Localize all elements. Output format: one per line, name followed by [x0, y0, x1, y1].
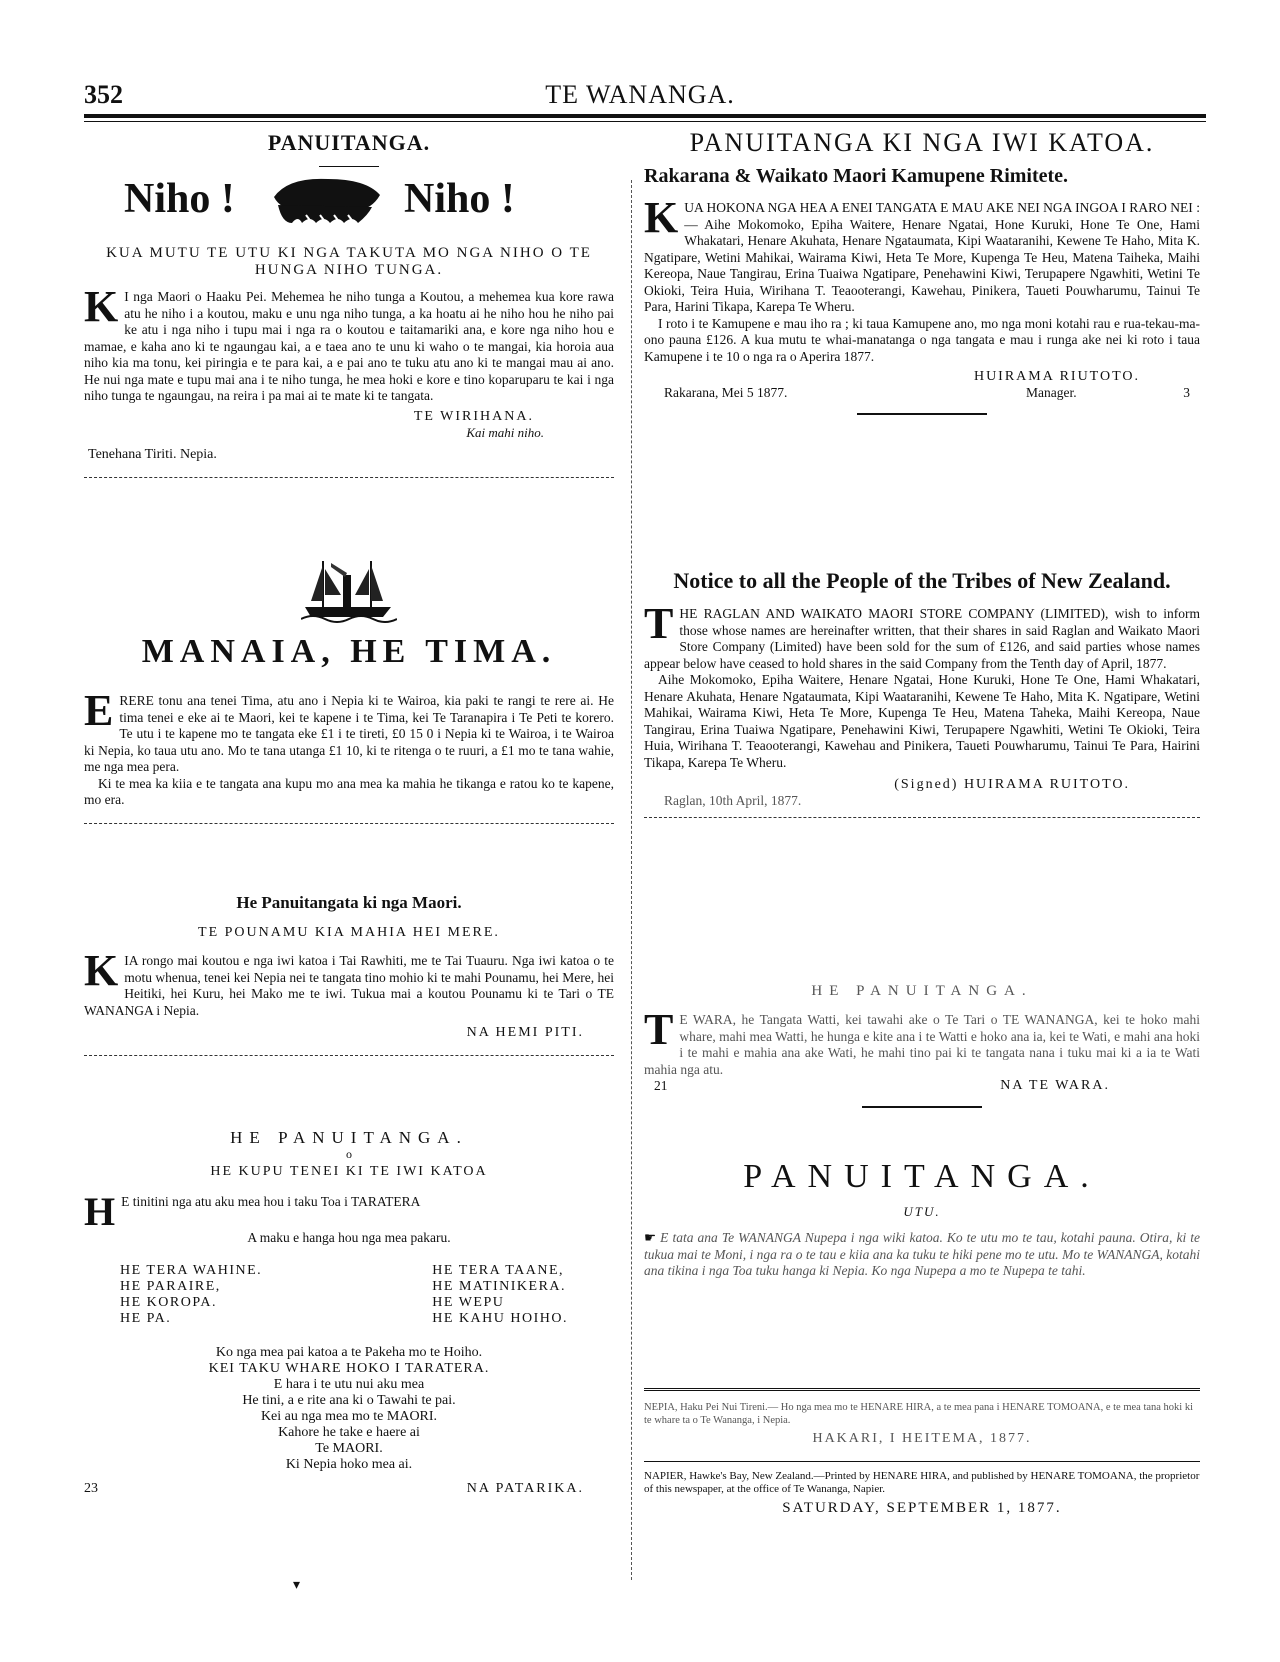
- notice-signed: (Signed) HUIRAMA RUITOTO.: [894, 777, 1130, 792]
- closing-line: KEI TAKU WHARE HOKO I TARATERA.: [208, 1360, 490, 1376]
- section-divider: [862, 1106, 982, 1108]
- niho-address: Tenehana Tiriti. Nepia.: [88, 446, 217, 462]
- pounamu-signature: NA HEMI PITI.: [466, 1025, 584, 1040]
- wara-body: E WARA, he Tangata Watti, kei tawahi ake o Te Tari o TE WANANGA, kei te hoko mahi whare, mahi mea Watti, he hunga e kite ana i te Watti e hoko ana ia, kei te Wati, e mahi ana hoki i te mahi e mahia ana ake Wati, he mahi tino pai ki te tangata nana i tuku mai ki a ia te Wati mahia nga atu.: [644, 1012, 1200, 1077]
- niho-title-right: Niho !: [404, 176, 515, 222]
- wara-dropcap: T: [644, 1005, 674, 1054]
- footer-note-date: HAKARI, I HEITEMA, 1877.: [812, 1431, 1032, 1446]
- kupu-number: 23: [84, 1480, 98, 1496]
- notice-dropcap: T: [644, 599, 674, 648]
- niho-body-block: [84, 282, 614, 405]
- closing-line: Kahore he take e haere ai: [278, 1424, 420, 1440]
- taratera-advert: [84, 1128, 614, 1501]
- steamship-icon: [301, 555, 397, 625]
- rakarana-body-2: I roto i te Kamupene e mau iho ra ; ki taua Kamupene ano, mo nga moni kotahi rau e rua-tekau-ma-ono pauna £126. A kua mutu te whai-manatanga o nga tangata e mau i runga ake nei ki roto i taua Kamupene i te 10 o nga ra o Aperira 1877.: [644, 315, 1200, 364]
- list-item: HE MATINIKERA.: [432, 1278, 567, 1294]
- kupu-items-left: [120, 1263, 262, 1327]
- panui-body-block: [644, 1230, 1200, 1280]
- pounamu-subheading: TE POUNAMU KIA MAHIA HEI MERE.: [198, 925, 500, 940]
- subscription-notice: [644, 1158, 1200, 1280]
- rakarana-subheading: Rakarana & Waikato Maori Kamupene Rimitete.: [644, 165, 1069, 187]
- niho-heading: PANUITANGA.: [267, 130, 431, 155]
- short-rule: [319, 166, 379, 167]
- kupu-body-block: [84, 1189, 614, 1234]
- niho-signature-title: Kai mahi niho.: [466, 424, 544, 440]
- page-number: 352: [84, 80, 123, 109]
- kupu-items: [84, 1263, 614, 1327]
- dentures-icon: [268, 175, 386, 227]
- rakarana-place-date: Rakarana, Mei 5 1877.: [664, 385, 788, 400]
- list-item: HE KOROPA.: [120, 1294, 217, 1310]
- rakarana-signature-title: Manager.: [1026, 385, 1077, 400]
- list-item: HE PA.: [120, 1310, 172, 1326]
- notice-place-date: Raglan, 10th April, 1877.: [664, 793, 802, 808]
- niho-subheading: KUA MUTU TE UTU KI NGA TAKUTA MO NGA NIHO O TE HUNGA NIHO TUNGA.: [106, 245, 592, 278]
- panui-heading: PANUITANGA.: [743, 1158, 1101, 1195]
- rakarana-number: 3: [1183, 385, 1190, 400]
- wara-number: 21: [654, 1078, 668, 1093]
- kupu-footer: [84, 1479, 614, 1501]
- rakarana-footer: [644, 385, 1200, 403]
- header-rule: [84, 114, 1206, 118]
- niho-title-left: Niho !: [124, 176, 235, 222]
- tima-title: MANAIA, HE TIMA.: [141, 633, 557, 670]
- header-rule-thin: [84, 121, 1206, 122]
- panui-subheading: UTU.: [903, 1204, 941, 1219]
- niho-title-row: [84, 171, 614, 233]
- tima-body-2: Ki te mea ka kiia e te tangata ana kupu mo ana mea ka mahia he tikanga e ratou ko te kapene, mo era.: [84, 775, 614, 807]
- niho-advert: [84, 130, 614, 478]
- page-footer: [644, 1388, 1200, 1517]
- column-divider: [631, 180, 633, 1580]
- list-item: HE TERA TAANE,: [432, 1262, 565, 1278]
- rakarana-heading: PANUITANGA KI NGA IWI KATOA.: [689, 128, 1155, 157]
- niho-signature: TE WIRIHANA.: [413, 408, 534, 424]
- footer-rule: [644, 1461, 1200, 1462]
- kupu-items-right: [432, 1263, 568, 1327]
- closing-line: He tini, a e rite ana ki o Tawahi te pai.: [242, 1392, 456, 1408]
- closing-line: E hara i te utu nui aku mea: [273, 1376, 425, 1392]
- footer-rule: [644, 1388, 1200, 1395]
- list-item: HE WEPU: [432, 1294, 505, 1310]
- kupu-line2: A maku e hanga hou nga mea pakaru.: [247, 1230, 451, 1245]
- niho-dropcap: K: [84, 282, 119, 331]
- rakarana-dropcap: K: [644, 193, 679, 242]
- english-notice: [644, 569, 1200, 818]
- closing-line: Ki Nepia hoko mea ai.: [285, 1456, 413, 1472]
- notice-heading: Notice to all the People of the Tribes of New Zealand.: [673, 568, 1171, 593]
- wara-signature: NA TE WARA.: [1000, 1078, 1110, 1093]
- rakarana-notice: [644, 128, 1200, 415]
- stray-mark: ▾: [293, 1578, 301, 1593]
- rakarana-body-block: [644, 193, 1200, 316]
- notice-body: HE RAGLAN AND WAIKATO MAORI STORE COMPANY (LIMITED), wish to inform those whose names are hereinafter written, that their shares in said Raglan and Waikato Maori Store Company (Limited) have been sold for the sum of £126, and said parties whose names appear below have ceased to hold shares in the said Company from the Tenth day of April, 1877.: [644, 606, 1200, 671]
- kupu-heading: HE PANUITANGA.: [230, 1128, 468, 1147]
- section-divider: [84, 1055, 614, 1056]
- pounamu-advert: [84, 893, 614, 1056]
- closing-line: Kei au nga mea mo te MAORI.: [260, 1408, 438, 1424]
- kupu-body: E tinitini nga atu aku mea hou i taku Toa i TARATERA: [121, 1194, 421, 1209]
- notice-body-2: Aihe Mokomoko, Epiha Waitere, Henare Ngatai, Hone Kuruki, Hone Te One, Hami Whakatari, Henare Akuhata, Henare Ngataumata, Kipi Waataranihi, Kewene Te Haho, Mita K. Ngatipare, Wetini Mahikai, Wairama Kiwi, Heta Te More, Kupenga Te Heu, Matena Taheka, Maihi Kereopa, Naue Tangirau, Erina Tuaiwa Ngatipare, Penehawini Kiwi, Terupapere Ngawhiti, Wetini Te Okioki, Teira Huia, Wirihana T. Teaooterangi, Kawehau and Pinikera, Taueti Pouwharumu, Tainui Te Para, Hairini Tikapa, Karepa Te Wheru.: [644, 672, 1200, 770]
- tima-body-block: [84, 686, 614, 776]
- tima-dropcap: E: [84, 686, 114, 735]
- footer-note: NEPIA, Haku Pei Nui Tireni.— Ho nga mea mo te HENARE HIRA, a te mea pana i HENARE TOMOANA, e te mea tana hoki ki te whare ta o Te Wananga, i Nepia.: [644, 1402, 1194, 1426]
- section-divider: [644, 817, 1200, 818]
- wara-body-block: [644, 1005, 1200, 1078]
- panui-body: E tata ana Te WANANGA Nupepa i nga wiki katoa. Ko te utu mo te tau, kotahi pauna. Otira, ki te tukua mai te Moni, i nga ra o te tau e kiia ana ka tuku te hiki pene mo te utu. Mo te WANANGA, kotahi ana tikina i nga Toa tuku hanga ki Nepia. Ko nga Nupepa a mo te Nupepa te tahi.: [644, 1230, 1201, 1278]
- wara-footer: [644, 1078, 1200, 1098]
- tima-advert: [84, 555, 614, 824]
- masthead-title: TE WANANGA.: [545, 80, 735, 109]
- pounamu-body: IA rongo mai koutou e nga iwi katoa i Tai Rawhiti, me te Tai Tuauru. Nga iwi katoa o te motu whenua, tenei kei Nepia nei te tangata tino mohio ki te mahi Pounamu, hei Mere, hei Heitiki, hei Kuru, hei Mako me te iwi. Tukua mai a koutou Pounamu ki te Tari o TE WANANGA i Nepia.: [84, 953, 614, 1018]
- tima-body-1: RERE tonu ana tenei Tima, atu ano i Nepia ki te Wairoa, kia paki te rangi te rere ai. He tima tenei e eke ai te Maori, kei te kapene i te Tima, kei Te Taranapira i Te Peti te korero. Te utu i te kapene mo te tangata eke £1 i te tireti, £0 15 0 i Nepia ki te Wairoa, i te Wairoa ki Nepia, ko taua utu ano. Mo te tana utanga £1 10, ki te ritenga o te ruuri, a £1 mo te tana wahie, me nga mea pera.: [84, 693, 614, 774]
- kupu-dropcap: H: [84, 1189, 116, 1234]
- kupu-marker: o: [346, 1147, 352, 1161]
- wara-advert: [644, 983, 1200, 1108]
- list-item: HE TERA WAHINE.: [120, 1262, 263, 1278]
- niho-body: I nga Maori o Haaku Pei. Mehemea he niho tunga a Koutou, a mehemea kua kore rawa atu he niho i a koutou, maku e unu nga niho tunga, a ka hoatu ai he niho hou he niho pai ke atu i nga niho i tupu mai i nga ra o koutou e taitamariki ana, e kore nga niho hou e mamae, e kaha ano ki te ngaungau kai, a e taea ano te unu ki waho o te mangai, kia horoia aua niho kia ma tonu, kei piringia e te para kai, a e pai ano te tuku atu ano ki te mangai mau ai ano. He nui nga mate e tupu mai ana i te niho tunga, he mea hoki e kore e tino koparuparu te kai i nga niho tunga te ngaungau, na reira i pa mai ai te mate ki te tangata.: [84, 289, 614, 403]
- kupu-closing: [84, 1345, 614, 1473]
- pounamu-heading: He Panuitangata ki nga Maori.: [236, 893, 462, 912]
- pounamu-body-block: [84, 946, 614, 1019]
- list-item: HE KAHU HOIHO.: [432, 1310, 568, 1326]
- section-divider: [84, 823, 614, 824]
- pounamu-dropcap: K: [84, 946, 119, 995]
- footer-imprint: NAPIER, Hawke's Bay, New Zealand.—Printed by HENARE HIRA, and published by HENARE TOMOANA, the proprietor of this newspaper, at the office of Te Wananga, Napier.: [644, 1470, 1200, 1495]
- notice-body-block: [644, 599, 1200, 672]
- closing-line: Te MAORI.: [315, 1440, 383, 1456]
- section-divider: [857, 413, 987, 415]
- kupu-signature: NA PATARIKA.: [466, 1480, 584, 1496]
- pointing-hand-icon: ☛: [644, 1230, 657, 1245]
- closing-line: Ko nga mea pai katoa a te Pakeha mo te Hoiho.: [215, 1344, 483, 1360]
- section-divider: [84, 477, 614, 478]
- issue-date: SATURDAY, SEPTEMBER 1, 1877.: [782, 1500, 1062, 1516]
- kupu-subheading: HE KUPU TENEI KI TE IWI KATOA: [210, 1164, 488, 1179]
- list-item: HE PARAIRE,: [120, 1278, 221, 1294]
- rakarana-body: UA HOKONA NGA HEA A ENEI TANGATA E MAU AKE NEI NGA INGOA I RARO NEI :— Aihe Mokomoko, Epiha Waitere, Henare Ngatai, Hone Kuruki, Hone Te One, Hami Whakatari, Henare Akuhata, Henare Ngataumata, Kipi Waataranihi, Kewene Te Haho, Mita K. Ngatipare, Wetini Mahikai, Wairama Kiwi, Heta Te More, Kupenga Te Heu, Matena Taiheka, Maihi Kereopa, Naue Tangirau, Erina Tuaiwa Ngatipare, Penehawini Kiwi, Terupapere Ngawhiti, Wetini Te Okioki, Teira Huia, Wirihana T. Teaooterangi, Kawehau, Pinikera, Taueti Pouwharumu, Tainui Te Para, Harini Tikapa, Karepa Te Wheru.: [644, 200, 1200, 314]
- wara-heading: HE PANUITANGA.: [811, 983, 1033, 999]
- rakarana-signature: HUIRAMA RIUTOTO.: [973, 369, 1140, 384]
